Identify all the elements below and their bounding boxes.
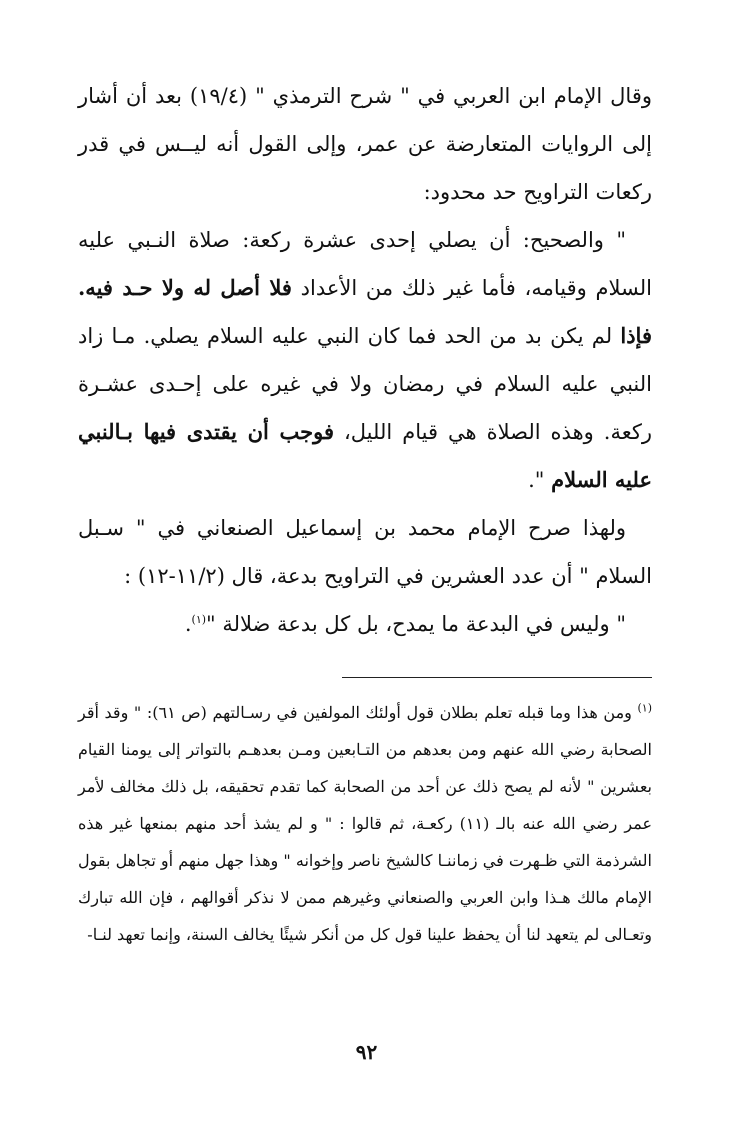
quote-ibn-al-arabi xyxy=(78,216,652,504)
footnote-divider xyxy=(342,677,652,678)
paragraph-text: ولهذا صرح الإمام محمد بن إسماعيل الصنعاني في " سـبل السلام " أن عدد العشرين في التراويح بدعة، قال (١١/٢-١٢) : xyxy=(78,516,652,588)
quote-sanani xyxy=(78,600,652,648)
paragraph-ibn-al-arabi-intro xyxy=(78,72,652,216)
quote-bold-text: فإذا xyxy=(620,323,652,348)
paragraph-sanani xyxy=(78,504,652,600)
quote-close: ". xyxy=(528,468,552,492)
footnote-marker: (١) xyxy=(637,701,652,715)
quote-bold-text: فلا أصل له ولا حـد فيه. xyxy=(78,275,292,300)
footnote-paragraph xyxy=(78,694,652,953)
footnote-body: ومن هذا وما قبله تعلم بطلان قول أولئك المولفين في رسـالتهم (ص ٦١): " وقد أقر الصحابة رضي الله عنهم ومن بعدهم من التـابعين ومـن بعدهـم بالتواتر إلى يومنا القيام بعشرين " لأنه لم يصح ذلك عن أحد من الصحابة كما تقدم تحقيقه، بل ذلك مخالف لأمر عمر رضي الله عنه بالـ (١١) ركعـة، ثم قالوا : " و لم يشذ أحد منهم بمنعها غير هذه الشرذمة التي ظـهرت في زماننـا كالشيخ ناصر وإخوانه " وهذا جهل منهم أو تجاهل بقول الإمام مالك هـذا وابن العربي والصنعاني وغيرهم ممن لا نذكر أقوالهم ، فإن الله تبارك وتعـالى لم يتعهد لنا أن يحفظ علينا قول كل من أنكر شيئًا يخالف السنة، وإنما تعهد لنـا- xyxy=(78,703,653,944)
page-number: ٩٢ xyxy=(355,1040,378,1064)
quote-text: " وليس في البدعة ما يمدح، بل كل بدعة ضلالة " xyxy=(206,612,626,636)
footnote-block xyxy=(78,694,652,953)
quote-text: " والصحيح: أن يصلي إحدى عشرة ركعة: صلاة النـبي عليه السلام وقيامه، فأما غير ذلك من الأعداد xyxy=(78,228,652,300)
paragraph-text: وقال الإمام ابن العربي في " شرح الترمذي " (١٩/٤) بعد أن أشار إلى الروايات المتعارضة عن عمر، وإلى القول أنه ليــس في قدر ركعات التراويح حد محدود: xyxy=(78,84,652,204)
quote-text: لم يكن بد من الحد فما كان النبي عليه السلام يصلي. مـا زاد النبي عليه السلام في رمضان ولا في غيره على إحـدى عشـرة ركعة. وهذه الصلاة هي قيام الليل، xyxy=(78,324,652,444)
quote-end: . xyxy=(184,612,192,636)
quote-bold-text: فوجب أن يقتدى فيها بـالنبي عليه السلام xyxy=(78,419,652,492)
main-text-block xyxy=(78,72,652,648)
footnote-reference[interactable]: (١) xyxy=(191,613,207,626)
